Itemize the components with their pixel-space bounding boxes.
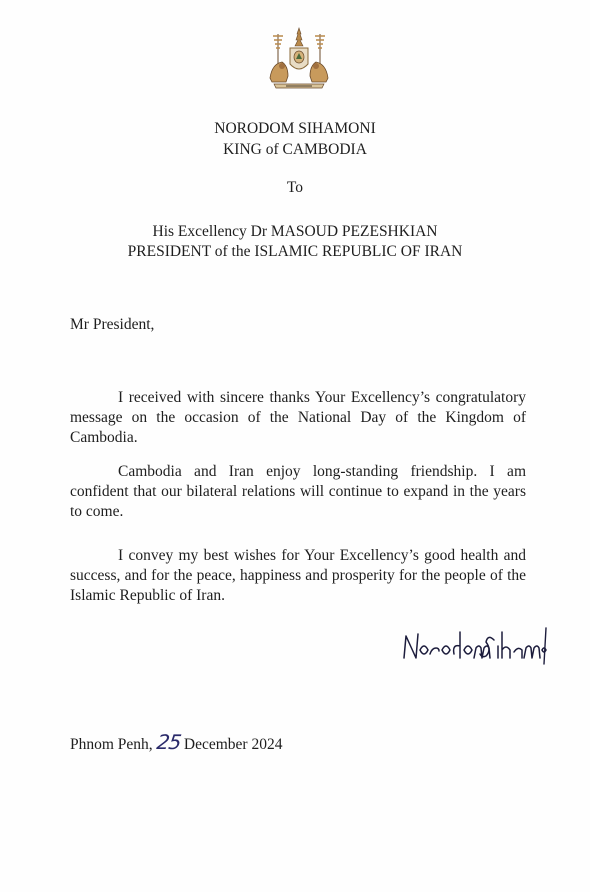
salutation: Mr President, (70, 316, 155, 333)
to-label: To (286, 179, 304, 196)
recipient-title: PRESIDENT of the ISLAMIC REPUBLIC OF IRAN (127, 243, 463, 260)
royal-crest-icon (264, 26, 334, 92)
handwritten-day: 25 (154, 730, 182, 754)
body-paragraph-2: Cambodia and Iran enjoy long-standing friendship. I am confident that our bilateral relations will continue to expand in the years to come. (70, 463, 526, 520)
place: Phnom Penh, (70, 736, 153, 753)
month-year: December 2024 (183, 736, 283, 753)
sender-name: NORODOM SIHAMONI (214, 120, 376, 137)
body-paragraph-1: I received with sincere thanks Your Excellency’s congratulatory message on the occasion of the National Day of the Kingdom of Cambodia. (70, 389, 526, 446)
signature (398, 624, 550, 668)
place-and-date (70, 730, 282, 754)
body-paragraph-3: I convey my best wishes for Your Excellency’s good health and success, and for the peace, happiness and prosperity for the people of the Islamic Republic of Iran. (70, 547, 526, 604)
recipient-name: His Excellency Dr MASOUD PEZESHKIAN (152, 223, 438, 240)
sender-title: KING of CAMBODIA (223, 141, 367, 158)
